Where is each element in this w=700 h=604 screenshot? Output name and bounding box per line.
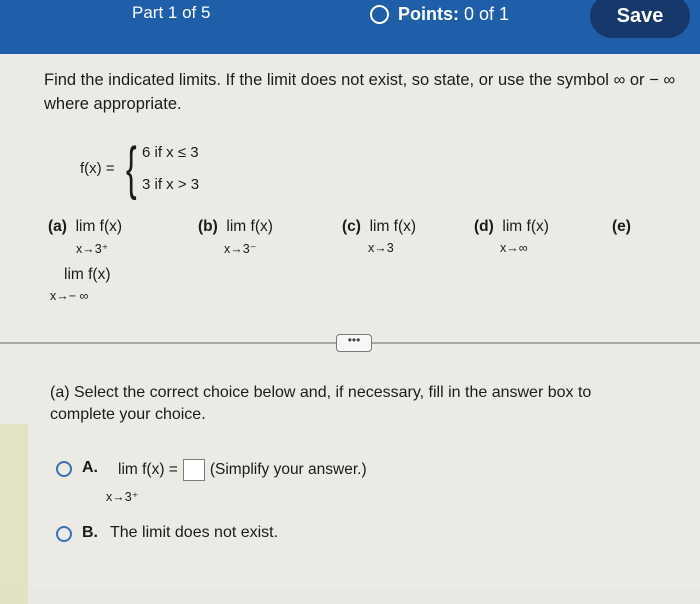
subquestion-prompt: (a) Select the correct choice below and, if necessary, fill in the answer box to complete your choice. [50,384,592,423]
limit-part-e [50,266,111,303]
instructions: Find the indicated limits. If the limit does not exist, so state, or use the symbol ∞ or − ∞ where appropriate. [44,71,676,113]
answer-input-box[interactable] [183,459,205,481]
part-label-a: (a) [48,218,67,235]
limit-subscript-e: x→− ∞ [50,289,89,303]
limit-subscript-a: x→3⁺ [76,242,109,256]
expand-more-button[interactable]: ••• [336,334,372,352]
limit-subscript-c: x→3 [368,241,394,255]
limit-expression-d: lim f(x) [502,218,549,235]
limit-subscript-d: x→∞ [500,241,528,255]
limit-expression-b: lim f(x) [226,218,273,235]
limit-part-d [474,218,549,255]
choice-a-subscript: x→3⁺ [106,490,139,504]
limit-part-a [48,218,122,256]
question-panel [0,54,700,588]
choice-a-radio[interactable] [56,461,72,477]
choice-b-radio[interactable] [56,526,72,542]
function-name: f(x) = [80,160,115,177]
part-label-b: (b) [198,218,218,235]
choice-a-limit: lim f(x) = [118,461,178,479]
limit-expression-e: lim f(x) [64,266,111,283]
points-label: Points: [398,4,459,24]
function-case-2: 3 if x > 3 [142,176,200,193]
choice-b[interactable] [56,524,278,542]
choice-a-expression [106,459,367,504]
left-edge-highlight [0,424,28,604]
points-indicator [370,4,509,25]
part-label-d: (d) [474,218,494,235]
choice-a-letter: A. [82,459,98,476]
points-value: 0 of 1 [464,4,510,24]
choice-a[interactable] [56,459,367,504]
limit-part-e-label [612,218,631,236]
function-case-1: 6 if x ≤ 3 [142,144,199,161]
part-label-c: (c) [342,218,361,235]
save-button[interactable]: Save [590,0,690,38]
brace-symbol: { [126,136,137,201]
part-label-e: (e) [612,218,631,235]
choice-b-text: The limit does not exist. [110,524,279,541]
limit-expression-c: lim f(x) [369,218,417,235]
part-label: Part 1 of 5 [132,3,211,22]
limit-expression-a: lim f(x) [75,218,123,235]
progress-circle-icon [370,5,389,24]
top-bar [0,0,700,54]
limit-part-b [198,218,273,256]
limit-subscript-b: x→3⁻ [224,242,257,256]
choice-b-letter: B. [82,524,98,541]
choice-a-hint: (Simplify your answer.) [209,461,367,479]
limit-part-c [342,218,416,255]
